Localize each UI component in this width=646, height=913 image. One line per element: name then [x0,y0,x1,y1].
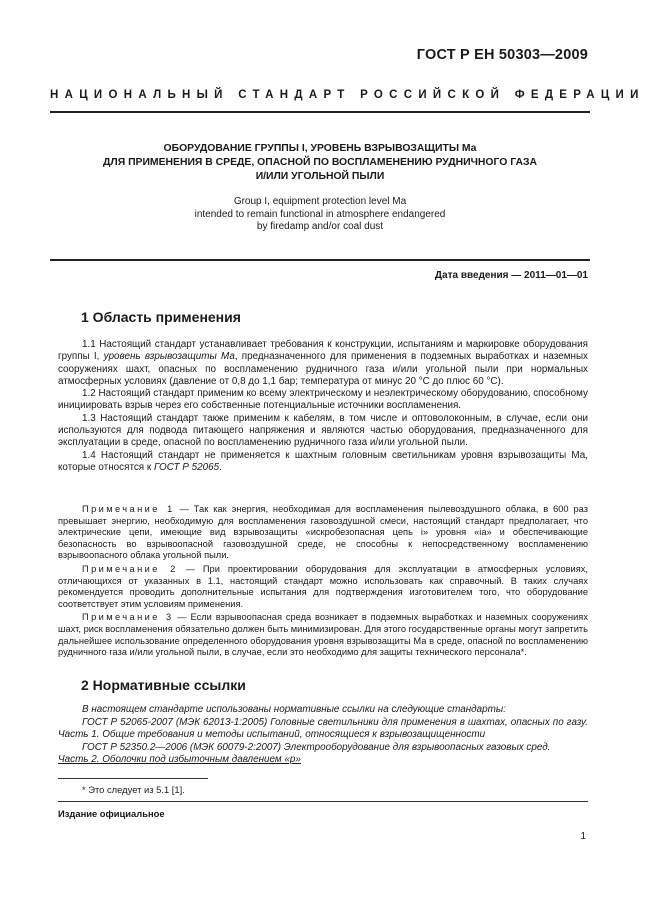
title-en-line-1: Group I, equipment protection level Ma [233,196,407,207]
footer-divider [58,801,588,802]
reference-gost-52350-part2: Часть 2. Оболочки под избыточным давлением «р» [58,754,301,765]
notes-block [58,504,588,661]
standard-number: ГОСТ Р ЕН 50303—2009 [416,47,588,63]
footnote: * Это следует из 5.1 [1]. [82,784,185,795]
title-ru-line-1: ОБОРУДОВАНИЕ ГРУППЫ I, УРОВЕНЬ ВЗРЫВОЗАЩИТЫ Ма [163,143,477,154]
title-en-line-2: intended to remain functional in atmosphere endangered [194,208,446,220]
section-1-heading: 1 Область применения [81,309,241,325]
note-3: Примечание 3 — Если взрывоопасная среда возникает в подземных выработках и наземных сооружениях шахт, риск воспламенения обязательно должен быть минимизирован. Для этого государственные органы могут запретить дальнейшее использование определенного оборудования уровня взрывозащиты Ма в среде, опасной по воспламенению рудничного газа и/или угольной пыли, в случае, если это необходимо для защиты технического персонала*. [58,612,588,658]
page-number: 1 [580,831,586,842]
references-intro: В настоящем стандарте использованы нормативные ссылки на следующие стандарты: [82,704,506,715]
header-divider [50,111,590,113]
reference-gost-52065: ГОСТ Р 52065-2007 (МЭК 62013-1:2005) Головные светильники для применения в шахтах, опасных по газу. Часть 1. Общие требования и методы испытаний, относящиеся к взрывозащищенности [58,716,588,740]
title-en-line-3: by firedamp and/or coal dust [256,221,384,232]
title-ru-line-3: И/ИЛИ УГОЛЬНОЙ ПЫЛИ [255,171,385,182]
official-edition-label: Издание официальное [58,808,165,819]
section-2-heading: 2 Нормативные ссылки [81,677,246,693]
paragraph-1-2: 1.2 Настоящий стандарт применим ко всему электрическому и неэлектрическому оборудованию, способному инициировать взрыв через его собственные потенциальные источники воспламенения. [58,388,588,412]
paragraph-1-1: 1.1 Настоящий стандарт устанавливает требования к конструкции, испытаниям и маркировке оборудования группы I, уровень взрывозащиты Ма, предназначенного для применения в подземных выработках и наземных сооружениях шахт, опасных по воспламенению рудничного газа и/или угольной пыли при нормальных атмосферных условиях (давление от 0,8 до 1,1 бар; температура от минус 20 °С до плюс 60 °С). [58,339,588,387]
reference-gost-52350: ГОСТ Р 52350.2—2006 (МЭК 60079-2:2007) Электрооборудование для взрывоопасных газовых сред. [82,741,551,753]
document-title-en [50,196,590,234]
document-title-ru [50,142,590,184]
title-ru-line-2: ДЛЯ ПРИМЕНЕНИЯ В СРЕДЕ, ОПАСНОЙ ПО ВОСПЛАМЕНЕНИЮ РУДНИЧНОГО ГАЗА [103,157,537,168]
note-1: Примечание 1 — Так как энергия, необходимая для воспламенения пылевоздушного облака, в 600 раз превышает энергию, необходимую для воспламенения газовоздушной смеси, настоящий стандарт предполагает, что электрические цепи, имеющие вид взрывозащиты «искробезопасная цепь i» уровня «ia» и обеспечивающие безопасность во взрывоопасной газовоздушной среде, не способны к непосредственному воспламенению взрывоопасного облака угольной пыли. [58,504,588,561]
footnote-divider [58,778,208,779]
title-divider [50,259,590,261]
paragraph-1-4: 1.4 Настоящий стандарт не применяется к шахтным головным светильникам уровня взрывозащиты Ма, которые относятся к ГОСТ Р 52065. [58,449,588,473]
national-standard-title: НАЦИОНАЛЬНЫЙ СТАНДАРТ РОССИЙСКОЙ ФЕДЕРАЦИИ [50,89,645,101]
note-2: Примечание 2 — При проектировании оборудования для эксплуатации в атмосферных условиях, отличающихся от указанных в 1.1, настоящий стандарт можно использовать как справочный. В таких случаях рекомендуется проводить дополнительные испытания для подтверждения изготовителем того, что оборудование соответствует этим условиям применения. [58,563,588,609]
section-1-body [58,339,588,474]
paragraph-1-3: 1.3 Настоящий стандарт также применим к кабелям, в том числе и оптоволоконным, в случае, если они используются для подвода питающего напряжения и являются частью оборудования, предназначенного для эксплуатации в среде, опасной по воспламенению рудничного газа и/или угольной пыли. [58,412,588,449]
normative-references [58,704,588,767]
introduction-date: Дата введения — 2011—01—01 [434,270,588,281]
